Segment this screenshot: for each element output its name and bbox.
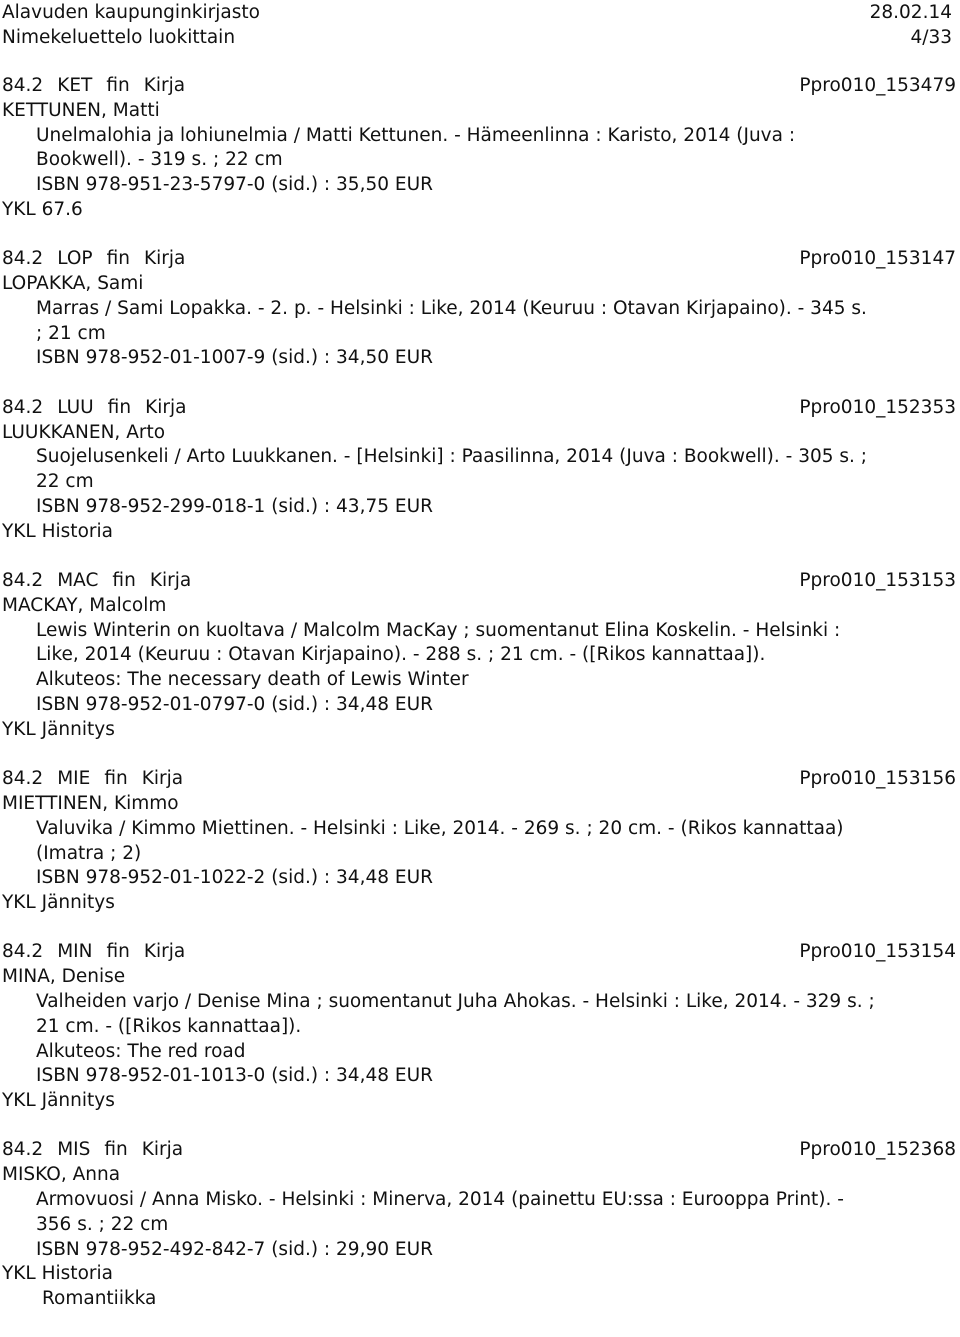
record-classification (2, 1138, 197, 1163)
record-code: LOP (57, 248, 93, 270)
record-type: Kirja (149, 570, 192, 592)
record-description-line: ISBN 978-951-23-5797-0 (sid.) : 35,50 EUR (36, 174, 433, 196)
record-heading (2, 767, 956, 792)
record-description-line: ISBN 978-952-492-842-7 (sid.) : 29,90 EUR (36, 1238, 433, 1260)
catalog-record (2, 1138, 956, 1312)
record-author: MISKO, Anna (2, 1164, 121, 1186)
catalog-record (2, 396, 956, 545)
record-description-line: ISBN 978-952-01-1022-2 (sid.) : 34,48 EUR (36, 867, 433, 889)
header-row-1 (2, 0, 952, 25)
record-heading (2, 940, 956, 965)
record-lang: fin (112, 570, 136, 592)
record-description-line: ISBN 978-952-01-0797-0 (sid.) : 34,48 EUR (36, 694, 433, 716)
library-name: Alavuden kaupunginkirjasto (2, 2, 260, 23)
catalog-record (2, 767, 956, 916)
record-lang: fin (106, 941, 130, 963)
record-id: Ppro010_152353 (799, 396, 956, 418)
record-code: MIN (57, 941, 93, 963)
record-class: 84.2 (2, 570, 44, 592)
record-classification (2, 247, 199, 272)
record-description-line: (Imatra ; 2) (36, 842, 142, 864)
record-description-line: Lewis Winterin on kuoltava / Malcolm MacKay ; suomentanut Elina Koskelin. - Helsinki : (36, 619, 841, 641)
header-row-2 (2, 25, 952, 50)
page-header (2, 0, 952, 50)
record-heading (2, 247, 956, 272)
record-description-line: Marras / Sami Lopakka. - 2. p. - Helsinki : Like, 2014 (Keuruu : Otavan Kirjapaino). - 345 s. (36, 297, 867, 319)
record-code: LUU (57, 396, 94, 418)
record-id: Ppro010_153156 (799, 768, 956, 790)
record-ykl-class: Romantiikka (42, 1288, 157, 1310)
record-description-line: Valuvika / Kimmo Miettinen. - Helsinki : Like, 2014. - 269 s. ; 20 cm. - (Rikos kannattaa) (36, 817, 844, 839)
record-classification (2, 569, 205, 594)
record-description-line: 22 cm (36, 471, 94, 493)
record-class: 84.2 (2, 1139, 44, 1161)
record-classification (2, 396, 200, 421)
record-author: LUUKKANEN, Arto (2, 421, 166, 443)
record-heading (2, 396, 956, 421)
record-heading (2, 74, 956, 99)
record-type: Kirja (141, 1139, 184, 1161)
record-description-line: ISBN 978-952-01-1013-0 (sid.) : 34,48 EUR (36, 1065, 433, 1087)
record-lang: fin (104, 1139, 128, 1161)
print-date: 28.02.14 (869, 2, 952, 23)
record-author: MACKAY, Malcolm (2, 594, 167, 616)
record-author: LOPAKKA, Sami (2, 273, 144, 295)
record-description-line: ISBN 978-952-299-018-1 (sid.) : 43,75 EUR (36, 495, 433, 517)
record-description-line: Unelmalohia ja lohiunelmia / Matti Kettunen. - Hämeenlinna : Karisto, 2014 (Juva : (36, 124, 796, 146)
record-description-line: Bookwell). - 319 s. ; 22 cm (36, 149, 283, 171)
record-lang: fin (106, 75, 130, 96)
record-description-line: Armovuosi / Anna Misko. - Helsinki : Minerva, 2014 (painettu EU:ssa : Eurooppa Print). - (36, 1189, 844, 1211)
record-class: 84.2 (2, 941, 44, 963)
record-ykl-class: YKL Historia (2, 520, 113, 542)
record-heading (2, 1138, 956, 1163)
record-lang: fin (107, 396, 132, 418)
record-description-line: Like, 2014 (Keuruu : Otavan Kirjapaino). - 288 s. ; 21 cm. - ([Rikos kannattaa]). (36, 644, 766, 666)
record-id: Ppro010_153153 (799, 570, 956, 592)
record-author: MINA, Denise (2, 966, 126, 988)
record-author: KETTUNEN, Matti (2, 99, 160, 121)
catalog-record (2, 569, 956, 743)
record-type: Kirja (143, 248, 186, 270)
record-lang: fin (104, 768, 128, 790)
record-ykl-class: YKL 67.6 (2, 198, 83, 220)
record-description-line: Alkuteos: The necessary death of Lewis Winter (36, 669, 469, 691)
record-classification (2, 767, 197, 792)
record-type: Kirja (145, 396, 187, 418)
record-classification (2, 940, 199, 965)
record-description-line: Suojelusenkeli / Arto Luukkanen. - [Helsinki] : Paasilinna, 2014 (Juva : Bookwell). - 305 s. ; (36, 446, 868, 468)
record-ykl-class: YKL Historia (2, 1263, 113, 1285)
record-ykl-class: YKL Jännitys (2, 892, 115, 914)
record-description-line: Alkuteos: The red road (36, 1040, 246, 1062)
record-classification (2, 74, 199, 99)
catalog-record (2, 74, 956, 223)
page-number: 4/33 (910, 27, 952, 48)
record-id: Ppro010_153147 (799, 248, 956, 270)
record-type: Kirja (143, 941, 186, 963)
record-class: 84.2 (2, 75, 44, 96)
record-code: KET (57, 75, 93, 96)
record-list (2, 74, 956, 1337)
record-lang: fin (106, 248, 130, 270)
record-description-line: 356 s. ; 22 cm (36, 1213, 169, 1235)
catalog-record (2, 940, 956, 1114)
record-class: 84.2 (2, 768, 44, 790)
record-class: 84.2 (2, 248, 44, 270)
record-code: MIE (57, 768, 91, 790)
record-code: MAC (57, 570, 99, 592)
record-description-line: ; 21 cm (36, 322, 106, 344)
record-type: Kirja (143, 75, 186, 96)
record-id: Ppro010_152368 (799, 1139, 956, 1161)
record-author: MIETTINEN, Kimmo (2, 792, 179, 814)
record-id: Ppro010_153479 (799, 75, 956, 96)
record-description-line: Valheiden varjo / Denise Mina ; suomentanut Juha Ahokas. - Helsinki : Like, 2014. - 329 s. ; (36, 991, 875, 1012)
record-type: Kirja (141, 768, 184, 790)
record-class: 84.2 (2, 396, 44, 418)
record-description-line: ISBN 978-952-01-1007-9 (sid.) : 34,50 EUR (36, 347, 433, 369)
record-heading (2, 569, 956, 594)
record-id: Ppro010_153154 (799, 941, 956, 963)
record-description-line: 21 cm. - ([Rikos kannattaa]). (36, 1015, 302, 1037)
report-title: Nimekeluettelo luokittain (2, 27, 236, 48)
catalog-record (2, 247, 956, 371)
record-ykl-class: YKL Jännitys (2, 1090, 115, 1112)
record-ykl-class: YKL Jännitys (2, 718, 115, 740)
record-code: MIS (57, 1139, 91, 1161)
